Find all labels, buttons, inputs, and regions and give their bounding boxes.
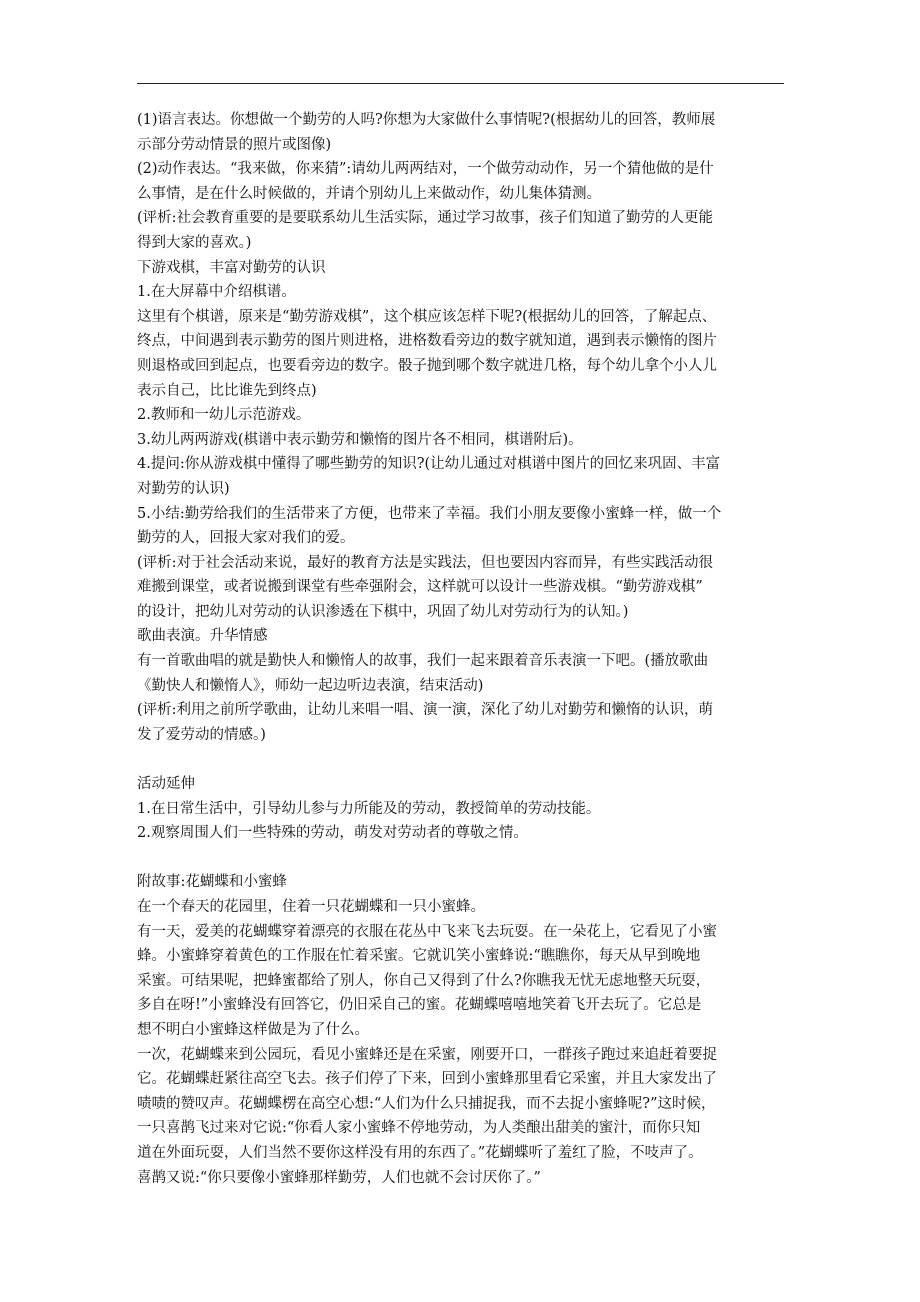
text-line: 3.幼儿两两游戏(棋谱中表示勤劳和懒惰的图片各不相同，棋谱附后)。 <box>137 431 583 448</box>
text-line: 《勤快人和懒惰人》，师幼一起边听边表演，结束活动) <box>137 677 484 694</box>
text-line: 一次，花蝴蝶来到公园玩，看见小蜜蜂还是在采蜜，刚要开口，一群孩子跑过来追赶着要捉 <box>137 1046 717 1063</box>
text-line: (评析:对于社会活动来说，最好的教育方法是实践法，但也要因内容而异，有些实践活动很 <box>137 554 714 571</box>
text-line: 则退格或回到起点，也要看旁边的数字。骰子抛到哪个数字就进几格，每个幼儿拿个小人儿 <box>137 357 717 374</box>
text-line: 1.在大屏幕中介绍棋谱。 <box>137 284 296 301</box>
text-line: 2.观察周围人们一些特殊的劳动，萌发对劳动者的尊敬之情。 <box>137 825 528 842</box>
text-line: 示部分劳动情景的照片或图像) <box>137 136 332 153</box>
text-line: 一只喜鹊飞过来对它说:“你看人家小蜜蜂不停地劳动，为人类酿出甜美的蜜汁，而你只知 <box>137 1120 701 1137</box>
text-line: 难搬到课堂，或者说搬到课堂有些牵强附会，这样就可以设计一些游戏棋。“勤劳游戏棋” <box>137 579 703 596</box>
text-line: 下游戏棋，丰富对勤劳的认识 <box>137 259 326 276</box>
text-line: 对勤劳的认识) <box>137 480 230 497</box>
header-rule <box>137 83 784 84</box>
text-line: 啧啧的赞叹声。花蝴蝶楞在高空心想:“人们为什么只捕捉我，而不去捉小蜜蜂呢?”这时候， <box>137 1095 716 1112</box>
blank-line <box>137 747 797 772</box>
text-line: 蜂。小蜜蜂穿着黄色的工作服在忙着采蜜。它就讥笑小蜜蜂说:“瞧瞧你，每天从早到晚地 <box>137 948 701 965</box>
text-line: 有一首歌曲唱的就是勤快人和懒惰人的故事，我们一起来跟着音乐表演一下吧。(播放歌曲 <box>137 653 709 670</box>
text-line: 歌曲表演。升华情感 <box>137 628 268 645</box>
text-line: 这里有个棋谱，原来是“勤劳游戏棋”，这个棋应该怎样下呢?(根据幼儿的回答，了解起点、 <box>137 308 717 325</box>
text-line: 1.在日常生活中，引导幼儿参与力所能及的劳动，教授简单的劳动技能。 <box>137 800 601 817</box>
text-line: 终点，中间遇到表示勤劳的图片则进格，进格数看旁边的数字就知道，遇到表示懒惰的图片 <box>137 333 717 350</box>
text-line: 表示自己，比比谁先到终点) <box>137 382 317 399</box>
text-line: (评析:社会教育重要的是要联系幼儿生活实际，通过学习故事，孩子们知道了勤劳的人更能 <box>137 210 714 227</box>
text-line: 想不明白小蜜蜂这样做是为了什么。 <box>137 1021 369 1038</box>
text-line: 发了爱劳动的情感。) <box>137 726 266 743</box>
text-line: (1)语言表达。你想做一个勤劳的人吗?你想为大家做什么事情呢?(根据幼儿的回答，教师展 <box>137 112 716 128</box>
text-line: 附故事:花蝴蝶和小蜜蜂 <box>137 874 287 891</box>
text-line: (2)动作表达。“我来做，你来猜”:请幼儿两两结对，一个做劳动动作，另一个猜他做的是什 <box>137 161 714 178</box>
text-line: 喜鹊又说:“你只要像小蜜蜂那样勤劳，人们也就不会讨厌你了。” <box>137 1169 541 1186</box>
blank-line <box>137 846 797 871</box>
text-line: 的设计，把幼儿对劳动的认识渗透在下棋中，巩固了幼儿对劳动行为的认知。) <box>137 603 629 620</box>
text-line: 在一个春天的花园里，住着一只花蝴蝶和一只小蜜蜂。 <box>137 899 485 915</box>
text-line: 4.提问:你从游戏棋中懂得了哪些勤劳的知识?(让幼儿通过对棋谱中图片的回忆来巩固、丰富 <box>137 456 721 473</box>
text-line: 5.小结:勤劳给我们的生活带来了方便，也带来了幸福。我们小朋友要像小蜜蜂一样，做一个 <box>137 505 722 522</box>
text-line: 勤劳的人，回报大家对我们的爱。 <box>137 530 355 547</box>
text-line: 得到大家的喜欢。) <box>137 234 252 251</box>
text-line: 2.教师和一幼儿示范游戏。 <box>137 407 311 424</box>
text-line: 它。花蝴蝶赶紧往高空飞去。孩子们停了下来，回到小蜜蜂那里看它采蜜，并且大家发出了 <box>137 1071 717 1088</box>
document-body <box>137 108 797 1190</box>
text-line: 么事情，是在什么时候做的，并请个别幼儿上来做动作，幼儿集体猜测。 <box>137 185 601 202</box>
text-line: 道在外面玩耍，人们当然不要你这样没有用的东西了。”花蝴蝶听了羞红了脸，不吱声了。 <box>137 1144 703 1161</box>
text-line: 有一天，爱美的花蝴蝶穿着漂亮的衣服在花丛中飞来飞去玩耍。在一朵花上，它看见了小蜜 <box>137 923 717 940</box>
text-line: (评析:利用之前所学歌曲，让幼儿来唱一唱、演一演，深化了幼儿对勤劳和懒惰的认识，萌 <box>137 702 714 719</box>
text-line: 多自在呀!”小蜜蜂没有回答它，仍旧采自己的蜜。花蝴蝶嘻嘻地笑着飞开去玩了。它总是 <box>137 997 702 1014</box>
text-line: 采蜜。可结果呢，把蜂蜜都给了别人，你自己又得到了什么?你瞧我无忧无虑地整天玩耍， <box>137 972 711 989</box>
text-line: 活动延伸 <box>137 776 195 793</box>
